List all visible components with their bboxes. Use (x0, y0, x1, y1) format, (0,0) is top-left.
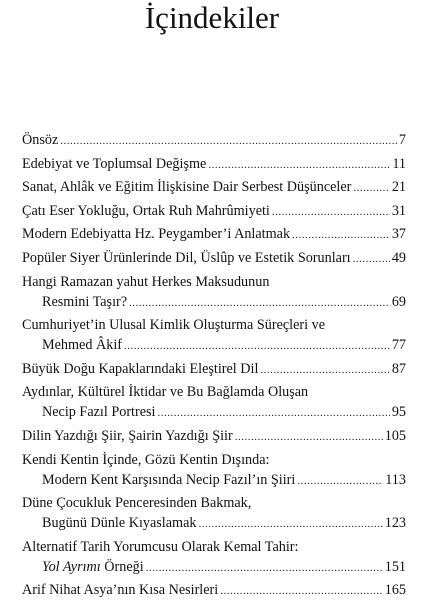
toc-page-number: 77 (391, 337, 406, 354)
toc-entry (22, 382, 406, 423)
dot-leader (220, 581, 383, 601)
toc-entry-title-line: Cumhuriyet’in Ulusal Kimlik Oluşturma Süreçleri ve (22, 317, 326, 334)
toc-page-number: 165 (384, 582, 406, 599)
toc-page-number: 31 (391, 202, 406, 219)
dot-leader (353, 249, 390, 269)
toc-entry (22, 580, 406, 601)
toc-page-number: 105 (384, 427, 406, 444)
toc-row (22, 130, 406, 151)
dot-leader (157, 403, 389, 423)
dot-leader (124, 336, 390, 356)
toc-entry-title-line: Düne Çocukluk Penceresinden Bakmak, (22, 495, 252, 512)
toc-row (22, 248, 406, 269)
toc-row (22, 359, 406, 380)
toc-entry (22, 450, 406, 491)
toc-entry-title: Sanat, Ahlâk ve Eğitim İlişkisine Dair Serbest Düşünceler (22, 179, 352, 196)
toc-row (22, 557, 406, 578)
toc-entry (22, 315, 406, 356)
dot-leader (60, 131, 397, 151)
toc-entry-title: Popüler Siyer Ürünlerinde Dil, Üslûp ve Estetik Sorunları (22, 249, 351, 266)
page-title: İçindekiler (144, 0, 280, 35)
toc-row (22, 470, 406, 491)
dot-leader (260, 360, 389, 380)
toc-entry-title (42, 557, 144, 577)
toc-page-number: 151 (384, 558, 406, 575)
dot-leader (235, 427, 383, 447)
toc-page-number: 21 (391, 179, 406, 196)
toc-row (22, 580, 406, 601)
toc-entry-title: Resmini Taşır? (42, 293, 128, 310)
toc-entry-title: Dilin Yazdığı Şiir, Şairin Yazdığı Şiir (22, 427, 233, 444)
toc-page-number: 49 (391, 249, 406, 266)
toc-row (22, 292, 406, 313)
toc-row (22, 335, 406, 356)
toc-entry-title-line: Kendi Kentin İçinde, Gözü Kentin Dışında: (22, 451, 270, 468)
dot-leader (198, 514, 382, 534)
toc-row (22, 177, 406, 198)
toc-row (22, 201, 406, 222)
toc-entry-title-line: Aydınlar, Kültürel İktidar ve Bu Bağlamda Oluşan (22, 384, 309, 401)
toc-row (22, 513, 406, 534)
toc-page-number: 69 (391, 293, 406, 310)
toc-page-number: 123 (384, 515, 406, 532)
toc-entry-title: Bugünü Dünle Kıyaslamak (42, 515, 197, 532)
toc-entry-title-italic: Yol Ayrımı (42, 558, 101, 575)
toc-page-number: 95 (391, 404, 406, 421)
toc-entry (22, 272, 406, 313)
toc-entry (22, 359, 406, 380)
toc-entry-title-line: Hangi Ramazan yahut Herkes Maksudunun (22, 273, 270, 290)
toc-row (22, 402, 406, 423)
toc-entry-title-line: Alternatif Tarih Yorumcusu Olarak Kemal Tahir: (22, 538, 299, 555)
toc-page-number: 37 (391, 226, 406, 243)
dot-leader (272, 202, 390, 222)
dot-leader (146, 558, 383, 578)
dot-leader (297, 471, 383, 491)
toc-page-number: 7 (398, 132, 406, 148)
toc-entry-title: Çatı Eser Yokluğu, Ortak Ruh Mahrûmiyeti (22, 202, 270, 219)
dot-leader (129, 293, 390, 313)
dot-leader (353, 178, 389, 198)
toc-entry (22, 201, 406, 222)
toc-entry-title: Modern Edebiyatta Hz. Peygamber’i Anlatmak (22, 226, 291, 243)
toc-row (22, 224, 406, 245)
toc-row (22, 154, 406, 175)
toc-entry-title: Büyük Doğu Kapaklarındaki Eleştirel Dil (22, 360, 259, 377)
toc-entry-title: Modern Kent Karşısında Necip Fazıl’ın Şiiri (42, 471, 296, 488)
toc-entry (22, 537, 406, 578)
toc-entry (22, 177, 406, 198)
toc-page-number: 87 (391, 360, 406, 377)
dot-leader (292, 225, 390, 245)
toc-entry (22, 154, 406, 175)
dot-leader (208, 155, 390, 175)
toc-entry-title: Arif Nihat Asya’nın Kısa Nesirleri (22, 582, 219, 599)
toc-entry-title: Mehmed Âkif (42, 337, 122, 354)
toc-entry (22, 224, 406, 245)
table-of-contents (22, 130, 406, 604)
toc-entry-title: Önsöz (22, 132, 59, 148)
toc-entry (22, 493, 406, 534)
toc-page-number: 113 (385, 471, 406, 488)
toc-entry-title: Edebiyat ve Toplumsal Değişme (22, 155, 207, 172)
toc-entry (22, 248, 406, 269)
toc-row (22, 426, 406, 447)
toc-entry (22, 130, 406, 151)
toc-page-number: 11 (392, 155, 406, 172)
toc-entry-title-rest: Örneği (100, 558, 144, 575)
toc-entry-title: Necip Fazıl Portresi (42, 404, 156, 421)
toc-entry (22, 426, 406, 447)
